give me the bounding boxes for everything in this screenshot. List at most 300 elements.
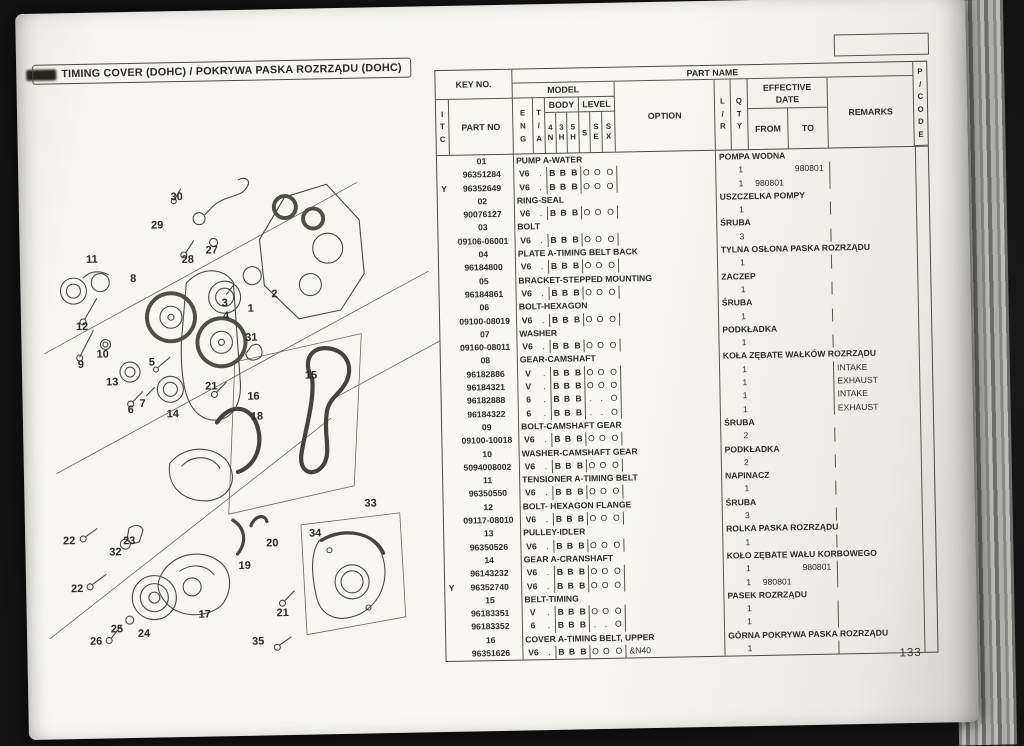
date-from xyxy=(758,641,798,655)
body-3h: B xyxy=(566,513,573,524)
date-from xyxy=(753,375,793,389)
key-no: 12 xyxy=(457,500,521,515)
itc-flag xyxy=(439,289,452,303)
body-4n: B xyxy=(551,406,562,420)
body-3h: B xyxy=(559,181,567,192)
part-name-en: PUMP A-WATER xyxy=(514,151,716,168)
qty-value: 1 xyxy=(746,576,752,587)
part-name-en: BOLT- HEXAGON FLANGE xyxy=(521,496,723,513)
part-name-pl: ZACZEP xyxy=(721,270,756,282)
exploded-diagram xyxy=(25,86,448,686)
qty-value: 3 xyxy=(744,510,750,521)
part-number: 09100-08019 xyxy=(453,314,517,329)
date-to xyxy=(793,361,833,375)
date-to: 980801 xyxy=(794,162,824,174)
date-to xyxy=(795,481,835,495)
body-3h: B xyxy=(563,393,571,405)
date-to xyxy=(796,508,836,522)
callout-31: 31 xyxy=(245,331,258,344)
part-name-pl: KOŁA ZĘBATE WAŁKÓW ROZRZĄDU xyxy=(722,348,877,362)
callout-15: 15 xyxy=(304,369,318,382)
pcode-cell xyxy=(923,572,936,586)
pcode-cell xyxy=(916,200,929,214)
part-number: 09160-08011 xyxy=(453,341,517,356)
model-eng: V6 xyxy=(521,288,532,299)
model-eng: V6 xyxy=(525,487,536,498)
date-to xyxy=(789,175,829,189)
body-4n: B xyxy=(548,260,559,274)
part-number: 96184800 xyxy=(452,261,516,276)
pcode-cell xyxy=(920,426,933,440)
qty-value: 1 xyxy=(741,310,747,321)
level-se: . xyxy=(600,406,604,417)
header-remarks: REMARKS xyxy=(827,76,914,148)
part-name-en: BOLT-HEXAGON xyxy=(517,297,719,314)
lr-value xyxy=(723,509,739,523)
body-5h: B xyxy=(573,313,581,325)
body-5h: B xyxy=(574,367,582,378)
pcode-cell xyxy=(924,599,937,613)
date-from xyxy=(756,508,796,522)
level-s: O xyxy=(585,432,596,446)
pcode-cell xyxy=(916,226,929,240)
level-s: O xyxy=(587,539,598,553)
pcode-cell xyxy=(919,346,932,360)
callout-26: 26 xyxy=(89,635,103,648)
itc-flag: Y xyxy=(448,582,455,593)
model-ta: . xyxy=(547,620,551,631)
body-4n: B xyxy=(550,393,561,407)
level-sx: O xyxy=(610,393,618,404)
model-eng: V6 xyxy=(519,208,531,219)
part-name-en: COVER A-TIMING BELT, UPPER xyxy=(523,629,725,646)
header-qty: Q T Y xyxy=(731,79,749,149)
level-sx: O xyxy=(608,260,615,271)
pcode-cell xyxy=(916,213,929,227)
level-s: . xyxy=(589,618,600,632)
qty-value: 1 xyxy=(745,563,751,574)
part-name-en: PULLEY-IDLER xyxy=(521,523,723,540)
date-from xyxy=(753,389,793,403)
itc-flag xyxy=(446,621,459,635)
part-number: 96182888 xyxy=(455,394,519,409)
level-se: O xyxy=(595,233,602,244)
part-name-pl: POMPA WODNA xyxy=(718,150,786,162)
remark-value: EXHAUST xyxy=(834,400,920,415)
pcode-cell xyxy=(919,373,932,387)
body-3h: B xyxy=(567,580,574,591)
itc-flag xyxy=(442,408,455,422)
key-no: 07 xyxy=(453,327,517,342)
qty-value: 1 xyxy=(738,164,744,175)
callout-4: 4 xyxy=(222,310,230,323)
body-5h: B xyxy=(572,260,580,271)
model-ta: . xyxy=(538,168,542,179)
qty-value: 1 xyxy=(742,403,748,414)
lr-value xyxy=(721,403,737,417)
body-3h: B xyxy=(565,460,572,471)
pcode-cell xyxy=(924,612,937,626)
itc-flag xyxy=(441,369,454,383)
model-eng: V xyxy=(525,381,532,392)
model-eng: V6 xyxy=(528,647,539,658)
body-4n: B xyxy=(554,566,565,580)
itc-cell xyxy=(440,329,453,343)
part-number: 09117-08010 xyxy=(457,514,521,529)
callout-14: 14 xyxy=(166,408,180,421)
body-5h: B xyxy=(578,539,585,551)
date-to xyxy=(798,640,838,654)
model-eng: V6 xyxy=(526,540,537,552)
body-4n: B xyxy=(547,207,558,221)
qty-value: 2 xyxy=(743,457,749,468)
itc-flag xyxy=(439,262,452,276)
itc-flag xyxy=(446,608,459,622)
part-name-en: WASHER-CAMSHAFT GEAR xyxy=(520,443,722,460)
part-name-en: GEAR A-CRANSHAFT xyxy=(522,550,724,567)
lr-value xyxy=(724,576,740,590)
level-s: O xyxy=(587,512,598,526)
model-ta: . xyxy=(543,381,546,392)
lr-value xyxy=(718,283,734,297)
header-option: OPTION xyxy=(615,80,716,152)
pcode-cell xyxy=(918,333,931,347)
lr-value xyxy=(720,363,736,377)
part-number: 96350550 xyxy=(456,487,520,502)
date-from: 980801 xyxy=(755,177,784,188)
body-3h: B xyxy=(567,566,574,577)
level-sx: O xyxy=(613,539,621,550)
date-to xyxy=(790,228,830,242)
date-to xyxy=(791,282,831,296)
level-sx: O xyxy=(613,565,621,576)
itc-flag xyxy=(443,462,456,476)
body-5h: B xyxy=(578,579,586,590)
date-from xyxy=(754,429,794,443)
level-sx: O xyxy=(609,339,617,350)
pcode-cell xyxy=(921,452,934,466)
model-eng: 6 xyxy=(530,620,536,631)
body-5h: B xyxy=(573,287,580,298)
level-s: . xyxy=(584,392,595,406)
level-sx: O xyxy=(610,379,618,390)
itc-flag: Y xyxy=(441,183,448,194)
pcode-cell xyxy=(917,240,930,254)
model-eng: V6 xyxy=(521,314,533,326)
itc-cell xyxy=(440,302,453,316)
model-eng: V6 xyxy=(526,580,538,591)
itc-cell xyxy=(445,555,458,569)
lr-value xyxy=(722,456,738,470)
diagram-svg xyxy=(25,86,448,686)
pcode-cell xyxy=(924,625,937,639)
body-3h: B xyxy=(561,261,568,272)
itc-flag xyxy=(443,488,456,502)
qty-value: 1 xyxy=(741,337,747,348)
part-number: 96351284 xyxy=(450,168,514,183)
header-ta: T / A xyxy=(533,98,546,153)
level-s: O xyxy=(580,166,591,180)
body-4n: B xyxy=(552,486,563,500)
body-4n: B xyxy=(552,460,563,474)
lr-value xyxy=(716,177,732,191)
callout-12: 12 xyxy=(75,320,89,334)
model-ta: . xyxy=(542,367,546,378)
level-s: O xyxy=(583,313,594,327)
body-5h: B xyxy=(576,460,584,471)
part-number: 96184861 xyxy=(452,288,516,303)
body-4n: B xyxy=(551,433,562,447)
model-eng: V6 xyxy=(519,181,530,193)
level-se: O xyxy=(594,207,602,218)
model-eng: V6 xyxy=(525,514,537,525)
part-name-en: PLATE A-TIMING BELT BACK xyxy=(516,244,718,261)
part-number: 09100-10018 xyxy=(455,434,519,449)
body-4n: B xyxy=(555,646,566,660)
level-se: O xyxy=(602,605,610,617)
key-no: 15 xyxy=(458,593,522,608)
level-s: O xyxy=(584,366,595,380)
level-se: O xyxy=(601,579,609,590)
body-5h: B xyxy=(575,407,583,418)
level-s: O xyxy=(584,379,595,393)
callout-22: 22 xyxy=(70,582,84,596)
itc-cell xyxy=(439,249,452,263)
level-s: O xyxy=(582,286,593,300)
level-s: O xyxy=(582,260,593,274)
level-se: O xyxy=(596,286,603,298)
date-from xyxy=(749,163,789,177)
pcode-cell xyxy=(915,173,928,187)
callout-29: 29 xyxy=(150,219,164,232)
part-name-en: RING-SEAL xyxy=(515,191,717,208)
part-number: 96143232 xyxy=(458,567,522,582)
level-se: O xyxy=(599,486,607,497)
itc-flag xyxy=(441,382,454,396)
part-name-en: BELT-TIMING xyxy=(522,589,724,606)
itc-cell xyxy=(443,475,456,489)
level-sx: O xyxy=(608,286,616,297)
level-sx: O xyxy=(612,512,620,523)
lr-value xyxy=(719,337,735,351)
pcode-cell xyxy=(919,386,932,400)
pcode-cell xyxy=(919,359,932,373)
lr-value xyxy=(725,602,741,616)
date-from xyxy=(754,402,794,416)
part-number: 96183352 xyxy=(459,620,523,635)
qty-value: 3 xyxy=(739,231,745,242)
part-name-en: WASHER xyxy=(517,324,719,341)
body-4n: B xyxy=(555,619,566,633)
body-4n: B xyxy=(550,380,561,394)
level-s: O xyxy=(581,233,592,247)
itc-flag xyxy=(438,236,451,250)
model-ta: . xyxy=(543,394,546,405)
key-no: 02 xyxy=(451,195,515,210)
pcode-cell xyxy=(921,492,934,506)
key-no: 13 xyxy=(457,527,521,542)
part-name-pl: KOŁO ZĘBATE WAŁU KORBOWEGO xyxy=(726,547,877,561)
date-to xyxy=(790,202,830,216)
body-4n: B xyxy=(553,513,564,527)
date-to xyxy=(798,601,838,615)
body-3h: B xyxy=(559,167,566,179)
header-to: TO xyxy=(788,108,829,149)
itc-flag xyxy=(437,169,450,183)
model-eng: V6 xyxy=(526,567,538,578)
header-level-sx: S X xyxy=(602,112,616,152)
date-from xyxy=(750,203,790,217)
model-eng: V6 xyxy=(520,261,532,272)
model-ta: . xyxy=(546,580,550,591)
key-no: 10 xyxy=(456,447,520,462)
lr-value xyxy=(725,616,741,630)
callout-23: 23 xyxy=(123,534,136,548)
part-number: 96184321 xyxy=(454,381,518,396)
level-s: . xyxy=(585,406,596,420)
itc-cell xyxy=(438,196,451,210)
pcode-cell xyxy=(917,266,930,280)
qty-value: 1 xyxy=(742,377,748,388)
itc-cell xyxy=(446,634,459,648)
model-eng: V6 xyxy=(524,461,536,472)
model-eng: V6 xyxy=(522,341,533,352)
level-sx: O xyxy=(611,459,619,470)
header-effective-date: EFFECTIVE DATE xyxy=(748,78,829,110)
pcode-cell xyxy=(923,559,936,573)
page-title: TIMING COVER (DOHC) / POKRYWA PASKA ROZRZĄDU (DOHC) xyxy=(32,58,411,85)
diagram-sketch xyxy=(41,175,445,655)
level-s: O xyxy=(588,565,599,579)
qty-value: 1 xyxy=(745,536,751,547)
part-number: 90076127 xyxy=(451,208,515,223)
model-ta: . xyxy=(542,341,545,352)
callout-9: 9 xyxy=(77,358,85,372)
body-3h: B xyxy=(563,380,571,391)
qty-value: 1 xyxy=(746,603,752,614)
body-3h: B xyxy=(565,487,573,498)
level-se: O xyxy=(594,180,601,191)
callout-2: 2 xyxy=(271,288,278,301)
itc-flag xyxy=(440,342,453,356)
level-sx: O xyxy=(609,313,617,324)
key-no: 11 xyxy=(456,474,520,489)
callout-6: 6 xyxy=(127,403,134,417)
callout-32: 32 xyxy=(109,546,122,559)
date-from xyxy=(752,335,792,349)
header-body-3h: 3 H xyxy=(556,113,568,153)
lr-value xyxy=(717,230,733,244)
option-value: &N40 xyxy=(625,643,725,658)
itc-flag xyxy=(438,209,451,223)
qty-value: 1 xyxy=(742,363,748,375)
qty-value: 1 xyxy=(742,390,748,401)
pcode-cell xyxy=(921,479,934,493)
model-eng: V xyxy=(529,607,536,618)
callout-16: 16 xyxy=(247,390,260,403)
callout-10: 10 xyxy=(96,348,109,361)
itc-cell xyxy=(438,222,451,236)
itc-flag xyxy=(444,541,457,555)
callout-33: 33 xyxy=(364,497,377,510)
level-sx: O xyxy=(614,619,622,630)
part-name-en: BRACKET-STEPPED MOUNTING xyxy=(516,270,718,287)
body-4n: B xyxy=(549,313,560,327)
header-body: BODY xyxy=(545,97,579,113)
qty-value: 1 xyxy=(747,643,753,654)
level-sx: O xyxy=(612,486,620,497)
date-to xyxy=(793,388,833,402)
date-from xyxy=(752,309,792,323)
date-from xyxy=(758,601,798,615)
part-number: 5094008002 xyxy=(456,460,520,475)
pcode-cell xyxy=(917,253,930,267)
body-4n: B xyxy=(546,167,557,181)
itc-cell xyxy=(444,502,457,516)
body-3h: B xyxy=(560,207,567,218)
model-eng: V6 xyxy=(524,434,535,445)
parts-table-body xyxy=(436,147,939,663)
body-5h: B xyxy=(575,393,582,404)
pcode-cell xyxy=(922,546,935,560)
level-sx: O xyxy=(610,366,618,377)
body-5h: B xyxy=(571,207,579,218)
callout-19: 19 xyxy=(238,559,251,572)
body-5h: B xyxy=(574,340,581,351)
pcode-cell xyxy=(918,293,931,307)
part-name-pl: PODKŁADKA xyxy=(722,323,778,335)
date-to xyxy=(796,534,836,548)
date-from xyxy=(755,482,795,496)
itc-cell xyxy=(444,528,457,542)
callout-21: 21 xyxy=(276,607,289,620)
date-from xyxy=(758,615,798,629)
lr-value xyxy=(718,257,734,271)
level-se: . xyxy=(604,619,608,630)
header-key-no: KEY NO. xyxy=(435,70,513,100)
model-ta: . xyxy=(548,647,551,658)
date-to xyxy=(797,574,837,588)
model-ta: . xyxy=(547,607,550,618)
pcode-cell xyxy=(922,506,935,520)
callout-8: 8 xyxy=(130,272,137,286)
lr-value xyxy=(717,204,733,218)
date-from xyxy=(756,535,796,549)
body-4n: B xyxy=(554,579,565,593)
date-to xyxy=(794,428,834,442)
body-3h: B xyxy=(568,646,576,657)
body-3h: B xyxy=(563,367,570,378)
part-number: 09106-06001 xyxy=(451,234,515,249)
model-eng: V xyxy=(525,368,532,379)
header-part-no: PART NO xyxy=(449,99,514,155)
part-name-pl: NAPINACZ xyxy=(725,469,770,481)
callout-22: 22 xyxy=(63,535,76,548)
header-level: LEVEL xyxy=(579,97,615,113)
pcode-cell xyxy=(922,532,935,546)
callout-21: 21 xyxy=(205,380,218,393)
body-5h: B xyxy=(579,619,587,630)
level-sx: O xyxy=(615,645,623,656)
level-se: O xyxy=(595,260,603,271)
level-sx: O xyxy=(606,167,614,178)
level-sx: O xyxy=(607,233,615,244)
level-s: O xyxy=(589,605,600,619)
model-ta: . xyxy=(540,261,544,272)
pcode-cell xyxy=(915,160,928,174)
body-3h: B xyxy=(562,340,570,351)
itc-cell xyxy=(437,156,450,170)
